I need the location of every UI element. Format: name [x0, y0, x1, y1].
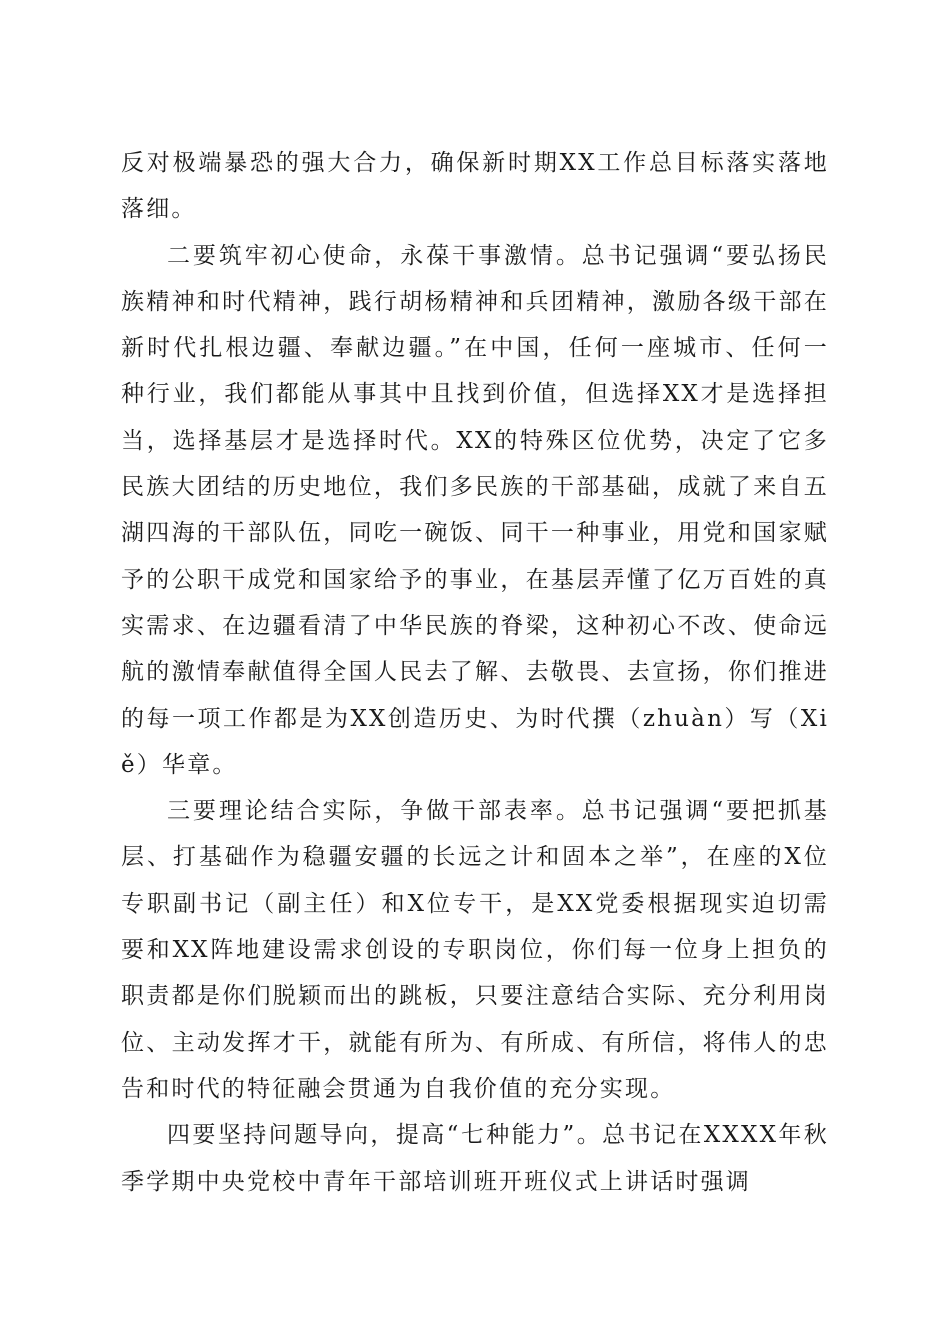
paragraph-three: 三要理论结合实际，争做干部表率。总书记强调“要把抓基层、打基础作为稳疆安疆的长远之计和固本之举”，在座的X位专职副书记（副主任）和X位专干，是XX党委根据现实迫切需要和XX阵地建设需求创设的专职岗位，你们每一位身上担负的职责都是你们脱颖而出的跳板，只要注意结合实际、充分利用岗位、主动发挥才干，就能有所为、有所成、有所信，将伟人的忠告和时代的特征融会贯通为自我价值的充分实现。 [121, 798, 829, 1102]
document-body [121, 140, 829, 1205]
paragraph-continuation: 反对极端暴恐的强大合力，确保新时期XX工作总目标落实落地落细。 [121, 150, 829, 223]
paragraph-two: 二要筑牢初心使命，永葆干事激情。总书记强调“要弘扬民族精神和时代精神，践行胡杨精神和兵团精神，激励各级干部在新时代扎根边疆、奉献边疆。”在中国，任何一座城市、任何一种行业，我们都能从事其中且找到价值，但选择XX才是选择担当，选择基层才是选择时代。XX的特殊区位优势，决定了它多民族大团结的历史地位，我们多民族的干部基础，成就了来自五湖四海的干部队伍，同吃一碗饭、同干一种事业，用党和国家赋予的公职干成党和国家给予的事业，在基层弄懂了亿万百姓的真实需求、在边疆看清了中华民族的脊梁，这种初心不改、使命远航的激情奉献值得全国人民去了解、去敬畏、去宣扬，你们推进的每一项工作都是为XX创造历史、为时代撰（zhuàn）写（Xiě）华章。 [121, 242, 829, 778]
paragraph-four: 四要坚持问题导向，提高“七种能力”。总书记在XXXX年秋季学期中央党校中青年干部培训班开班仪式上讲话时强调 [121, 1122, 829, 1195]
